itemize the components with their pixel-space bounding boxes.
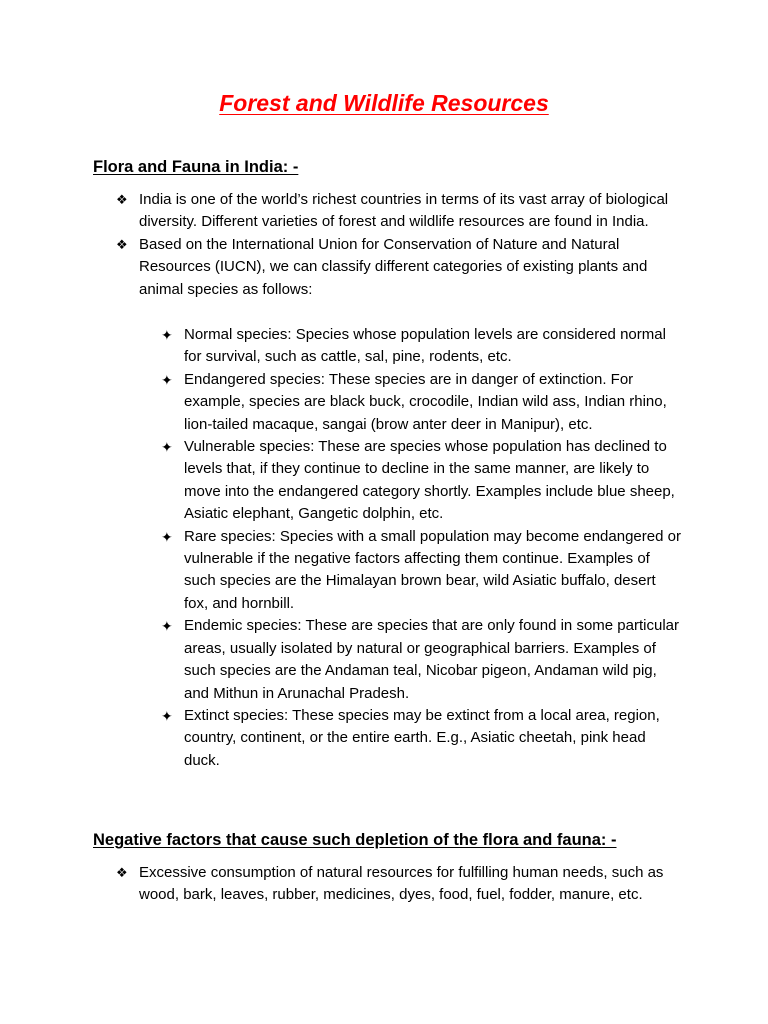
diamond-dots-icon: ❖	[116, 236, 128, 252]
section-heading-flora-fauna: Flora and Fauna in India: -	[93, 158, 299, 176]
list-item	[161, 705, 681, 772]
four-point-star-icon: ✦	[161, 618, 173, 635]
list-item	[161, 526, 681, 616]
list-item	[116, 189, 686, 234]
four-point-star-icon: ✦	[161, 528, 173, 545]
list-item	[161, 369, 681, 436]
list-item	[116, 234, 686, 301]
section-heading-negative-factors: Negative factors that cause such depletion of the flora and fauna: -	[93, 831, 617, 849]
list-item-text: Vulnerable species: These are species whose population has declined to levels that, if they continue to decline in the same manner, are likely to move into the endangered category shortly. Examples include blue sheep, Asiatic elephant, Gangetic dolphin, etc.	[184, 438, 675, 523]
page-title: Forest and Wildlife Resources	[219, 90, 549, 116]
list-item	[161, 324, 681, 369]
negative-factors-list	[116, 862, 686, 907]
list-item-text: Endangered species: These species are in danger of extinction. For example, species are black buck, crocodile, Indian wild ass, Indian rhino, lion-tailed macaque, sangai (brow anter deer in Manipur), etc.	[184, 370, 667, 433]
four-point-star-icon: ✦	[161, 707, 173, 724]
list-item-text: Extinct species: These species may be extinct from a local area, region, country, continent, or the entire earth. E.g., Asiatic cheetah, pink head duck.	[184, 706, 660, 769]
list-item	[161, 436, 681, 526]
four-point-star-icon: ✦	[161, 327, 173, 343]
list-item	[161, 615, 681, 705]
diamond-dots-icon: ❖	[116, 192, 128, 207]
four-point-star-icon: ✦	[161, 439, 173, 456]
list-item-text: Endemic species: These are species that are only found in some particular areas, usually isolated by natural or geographical barriers. Examples of such species are the Andaman teal, Nicobar pigeon, Andaman wild pig, and Mithun in Arunachal Pradesh.	[184, 617, 679, 702]
flora-fauna-points-list	[116, 189, 686, 301]
four-point-star-icon: ✦	[161, 371, 173, 388]
list-item-text: Excessive consumption of natural resources for fulfilling human needs, such as wood, bark, leaves, rubber, medicines, dyes, food, fuel, fodder, manure, etc.	[139, 864, 664, 904]
list-item-text: Normal species: Species whose population levels are considered normal for survival, such as cattle, sal, pine, rodents, etc.	[184, 326, 666, 366]
diamond-dots-icon: ❖	[116, 865, 128, 880]
species-categories-list	[161, 324, 681, 772]
list-item-text: Rare species: Species with a small population may become endangered or vulnerable if the negative factors affecting them continue. Examples of such species are the Himalayan brown bear, wild Asiatic buffalo, desert fox, and hornbill.	[184, 527, 681, 612]
list-item	[116, 862, 686, 907]
list-item-text: Based on the International Union for Conservation of Nature and Natural Resources (IUCN), we can classify different categories of existing plants and animal species as follows:	[139, 235, 648, 298]
list-item-text: India is one of the world’s richest countries in terms of its vast array of biological diversity. Different varieties of forest and wildlife resources are found in India.	[139, 191, 669, 231]
